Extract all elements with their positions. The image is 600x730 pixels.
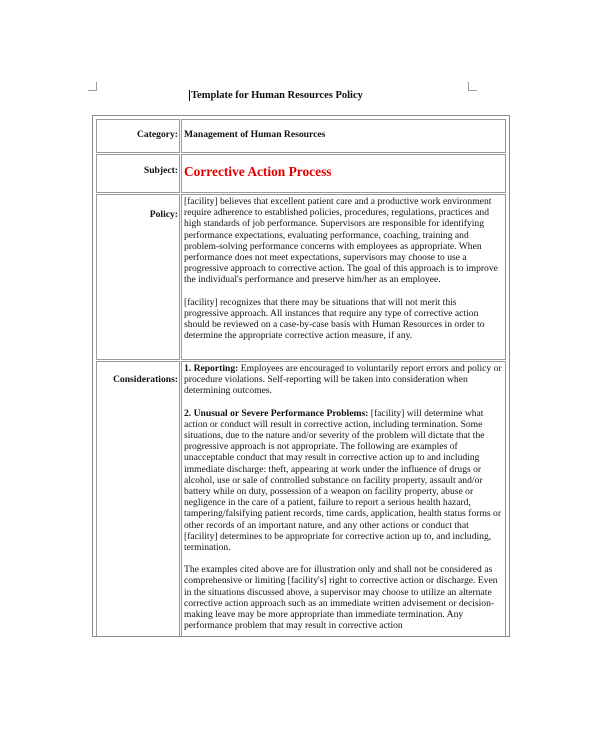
category-label: Category: [96, 119, 180, 153]
consideration-2 [184, 408, 503, 554]
consideration-1 [184, 363, 503, 397]
subject-label: Subject: [96, 154, 180, 193]
row-category [96, 119, 506, 153]
page-margin-corner-top-right [468, 82, 477, 91]
consideration-2-text: [facility] will determine what action or conduct will result in corrective action, including termination. Some situations, due to the nature and/or severity of the problem will dictate that the progressive approach is not appropriate. The following are examples of unacceptable conduct that may result in corrective action up to and including immediate discharge: theft, appearing at work under the influence of drugs or alcohol, use or sale of controlled substance on facility property, assault and/or battery while on duty, possession of a weapon on facility property, abuse or negligence in the care of a patient, failure to report a serious health hazard, tampering/falsifying patient records, time cards, application, health status forms or other records of an important nature, and any other actions or conduct that [facility] determines to be appropriate for corrective action up to, and including, termination. [184, 407, 502, 554]
subject-value: Corrective Action Process [184, 164, 332, 179]
policy-paragraph-1: [facility] believes that excellent patient care and a productive work environment require adherence to established policies, procedures, regulations, practices and high standards of job performance. Supervisors are responsible for identifying performance expectations, evaluating performance, coaching, training and problem-solving performance concerns with employees as appropriate. When performance does not meet expectations, supervisors may choose to use a progressive approach to corrective action. The goal of this approach is to improve the individual's performance and preserve him/her as an employee. [184, 196, 498, 286]
page-margin-corner-top-left [88, 82, 97, 91]
considerations-label: Considerations: [96, 361, 180, 637]
subject-cell[interactable] [181, 154, 506, 193]
policy-paragraph-2: [facility] recognizes that there may be situations that will not merit this progressive approach. All instances that require any type of corrective action should be reviewed on a case-by-case basis with Human Resources in order to determine the appropriate corrective action measure, if any. [184, 296, 485, 342]
category-value[interactable]: Management of Human Resources [181, 119, 506, 153]
row-subject [96, 154, 506, 193]
row-considerations [96, 361, 506, 637]
consideration-3: The examples cited above are for illustration only and shall not be considered as comprehensive or limiting [facility's] right to corrective action or discharge. Even in the situations discussed above, a supervisor may choose to utilize an alternate corrective action approach such as an immediate written advisement or decision-making leave may be more appropriate than immediate termination. Any performance problem that may result in corrective action [184, 564, 498, 632]
policy-cell[interactable] [181, 194, 506, 360]
row-policy [96, 194, 506, 360]
considerations-cell[interactable] [181, 361, 506, 637]
consideration-2-heading: 2. Unusual or Severe Performance Problems: [184, 407, 369, 419]
consideration-1-heading: 1. Reporting: [184, 363, 239, 374]
document-title: Template for Human Resources Policy [191, 90, 363, 101]
consideration-1-text: Employees are encouraged to voluntarily report errors and policy or procedure violations. Self-reporting will be taken into consideration when determining outcomes. [184, 363, 502, 397]
policy-label: Policy: [96, 194, 180, 360]
policy-table [92, 115, 510, 637]
